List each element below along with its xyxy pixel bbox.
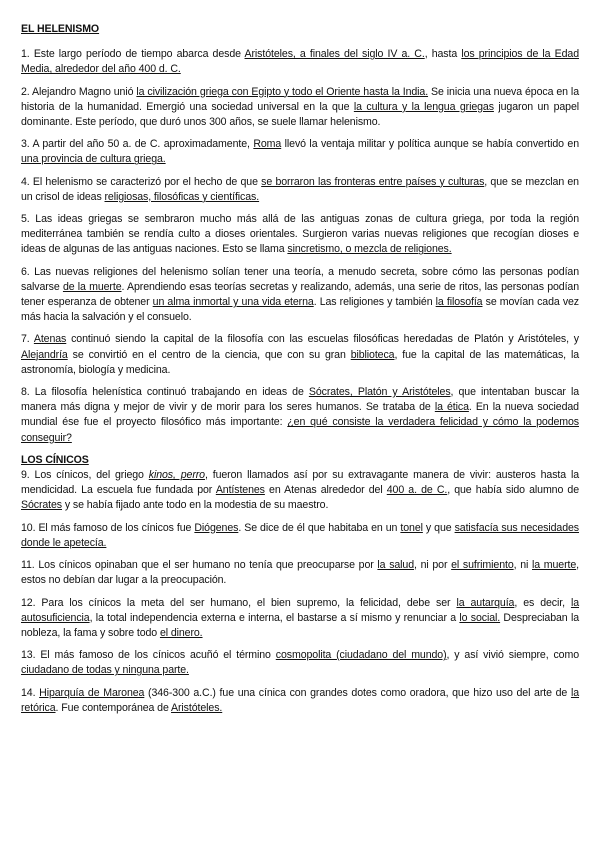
paragraph (21, 175, 579, 205)
text-run: (346-300 a.C.) fue una cínica con grandes dotes como oradora, que hizo uso del arte de (144, 686, 571, 699)
text-run: . Se dice de él que habitaba en un (238, 521, 401, 534)
underlined-phrase: la autarquía (456, 596, 515, 609)
underlined-phrase: la autosuficiencia (21, 596, 579, 624)
paragraph (21, 212, 579, 258)
document-page (21, 22, 579, 723)
underlined-phrase: la muerte (532, 559, 577, 572)
text-run: , y así vivió siempre, como (446, 649, 579, 662)
text-run: llevó la ventaja militar y política aunque se había convertido en (281, 138, 579, 151)
underlined-phrase: la salud (377, 559, 415, 572)
text-run: 5. Las ideas griegas se sembraron mucho más allá de las antiguas zonas de cultura griega, por toda la región mediterránea también se rendía culto a dioses orientales. Surgieron varias nuevas religiones que recogían dioses e ideas de algunas de las antiguas naciones. Esto se llama (21, 213, 579, 256)
text-run: 3. A partir del año 50 a. de C. aproximadamente, (21, 138, 254, 151)
paragraph (21, 558, 579, 588)
underlined-phrase: la filosofía (435, 296, 483, 309)
text-run: , que intentaban buscar la manera más digna y mejor de vivir y de morir para los seres humanos. Se trataba de (21, 386, 579, 414)
underlined-phrase: Sócrates, Platón y Aristóteles (308, 386, 451, 399)
underlined-phrase: Alejandría (21, 348, 68, 361)
underlined-phrase: los principios de la Edad Media, alrededor del año 400 d. C. (21, 48, 579, 76)
underlined-phrase: el dinero. (159, 626, 203, 639)
paragraph (21, 85, 579, 131)
section-title-helenismo: EL HELENISMO (21, 23, 100, 35)
underlined-phrase: un alma inmortal y una vida eterna (152, 296, 314, 309)
text-run: 12. Para los cínicos la meta del ser humano, el bien supremo, la felicidad, debe ser (21, 596, 457, 609)
section-title-cinicos: LOS CÍNICOS (21, 453, 89, 466)
text-run: . Fue contemporánea de (55, 701, 172, 714)
underlined-phrase: Aristóteles, a finales del siglo IV a. C. (244, 48, 425, 61)
text-run: , fue la capital de las matemáticas, la astronomía, biología y medicina. (21, 348, 579, 376)
underlined-phrase: Antístenes (215, 484, 265, 497)
text-run: se movían cada vez más hacia la salvación y el consuelo. (21, 296, 580, 324)
paragraph (21, 332, 579, 378)
underlined-phrase: se borraron las fronteras entre países y culturas (261, 175, 485, 188)
underlined-phrase: una provincia de cultura griega. (21, 153, 166, 166)
text-run: 7. (21, 333, 34, 346)
underlined-phrase: satisfacía sus necesidades donde le apetecía. (21, 521, 579, 549)
text-run: , ni (513, 559, 532, 572)
paragraph (21, 265, 579, 326)
paragraph (21, 521, 579, 551)
text-run: 4. El helenismo se caracterizó por el hecho de que (21, 175, 262, 188)
text-run: . Las religiones y también (313, 296, 436, 309)
text-run: jugaron un papel dominante. Este período, que duró unos 300 años, se suele llamar helenismo. (21, 100, 579, 129)
paragraph (21, 137, 579, 167)
text-run: y que (422, 521, 455, 534)
underlined-phrase: biblioteca (350, 348, 395, 361)
text-run: se convirtió en el centro de la ciencia, que con su gran (67, 348, 351, 361)
text-run: y se había fijado ante todo en la modestia de su maestro. (62, 499, 329, 512)
helenismo-paragraphs (21, 47, 579, 446)
underlined-phrase: lo social. (459, 611, 501, 624)
text-run: , fueron llamados así por su extravagante manera de vivir: austeros hasta la mendicidad. La escuela fue fundada por (21, 469, 580, 497)
underlined-phrase: ¿en qué consiste la verdadera felicidad y cómo la podemos conseguir? (21, 416, 579, 444)
text-run: , la total independencia externa e interna, el bastarse a sí mismo y renunciar a (89, 611, 460, 624)
underlined-phrase: Atenas (33, 333, 67, 346)
text-run: Se inicia una nueva época en la historia de la humanidad. Emergió una sociedad universal en la que (21, 85, 579, 113)
paragraph (21, 47, 579, 77)
text-run: , que había sido alumno de (447, 484, 579, 497)
text-run: 2. Alejandro Magno unió (21, 85, 137, 98)
text-run: 8. La filosofía helenística continuó trabajando en ideas de (21, 386, 309, 399)
text-run: , hasta (424, 48, 462, 61)
underlined-phrase: sincretismo, o mezcla de religiones. (287, 243, 452, 256)
text-run: , estos no debían dar lugar a la preocupación. (21, 559, 579, 587)
paragraph (21, 648, 579, 678)
text-run: continuó siendo la capital de la filosofía con las escuelas filosóficas heredadas de Platón y Aristóteles, y (66, 333, 579, 346)
text-run: , es decir, (514, 596, 571, 609)
text-run: , que se mezclan en un crisol de ideas (21, 175, 579, 203)
text-run: 10. El más famoso de los cínicos fue (21, 521, 195, 534)
cinicos-paragraphs (21, 468, 579, 716)
underlined-phrase: 400 a. de C. (386, 484, 448, 497)
text-run: . En la nueva sociedad mundial ése fue el proyecto filosófico más importante: (21, 401, 579, 429)
underlined-phrase: Aristóteles. (171, 701, 223, 714)
text-run: 6. Las nuevas religiones del helenismo solían tener una teoría, a menudo secreta, sobre cómo las personas podían salvarse (21, 265, 579, 293)
underlined-phrase: la cultura y la lengua griegas (353, 100, 494, 113)
text-run: en Atenas alrededor del (264, 484, 387, 497)
underlined-phrase: religiosas, filosóficas y científicas. (104, 190, 260, 203)
underlined-phrase: de la muerte (62, 280, 122, 293)
text-run: Despreciaban la nobleza, la fama y sobre todo (21, 611, 579, 639)
text-run: 13. El más famoso de los cínicos acuñó el término (21, 649, 276, 662)
text-run: , ni por (414, 559, 452, 572)
underlined-phrase: la ética (434, 401, 469, 414)
underlined-phrase: Roma (253, 138, 282, 151)
paragraph (21, 686, 579, 716)
italic-underlined-phrase: kinos, perro (148, 469, 205, 482)
text-run: . Aprendiendo esas teorías secretas y realizando, además, una serie de ritos, las personas podían tener esperanza de obtener (21, 280, 580, 309)
underlined-phrase: Hiparquía de Maronea (39, 686, 145, 699)
text-run: 1. Este largo período de tiempo abarca desde (21, 48, 245, 61)
underlined-phrase: la retórica (21, 686, 579, 714)
underlined-phrase: tonel (400, 521, 423, 534)
underlined-phrase: Sócrates (21, 499, 63, 512)
text-run: 11. Los cínicos opinaban que el ser humano no tenía que preocuparse por (21, 559, 378, 572)
paragraph (21, 385, 579, 446)
underlined-phrase: la civilización griega con Egipto y todo el Oriente hasta la India. (136, 85, 429, 98)
text-run: 9. Los cínicos, del griego (21, 469, 149, 482)
underlined-phrase: el sufrimiento (451, 559, 514, 572)
underlined-phrase: Diógenes (194, 521, 239, 534)
paragraph (21, 596, 579, 642)
underlined-phrase: ciudadano de todas y ninguna parte. (21, 664, 189, 677)
paragraph (21, 468, 579, 514)
text-run: 14. (21, 686, 40, 699)
underlined-phrase: cosmopolita (ciudadano del mundo) (275, 649, 447, 662)
